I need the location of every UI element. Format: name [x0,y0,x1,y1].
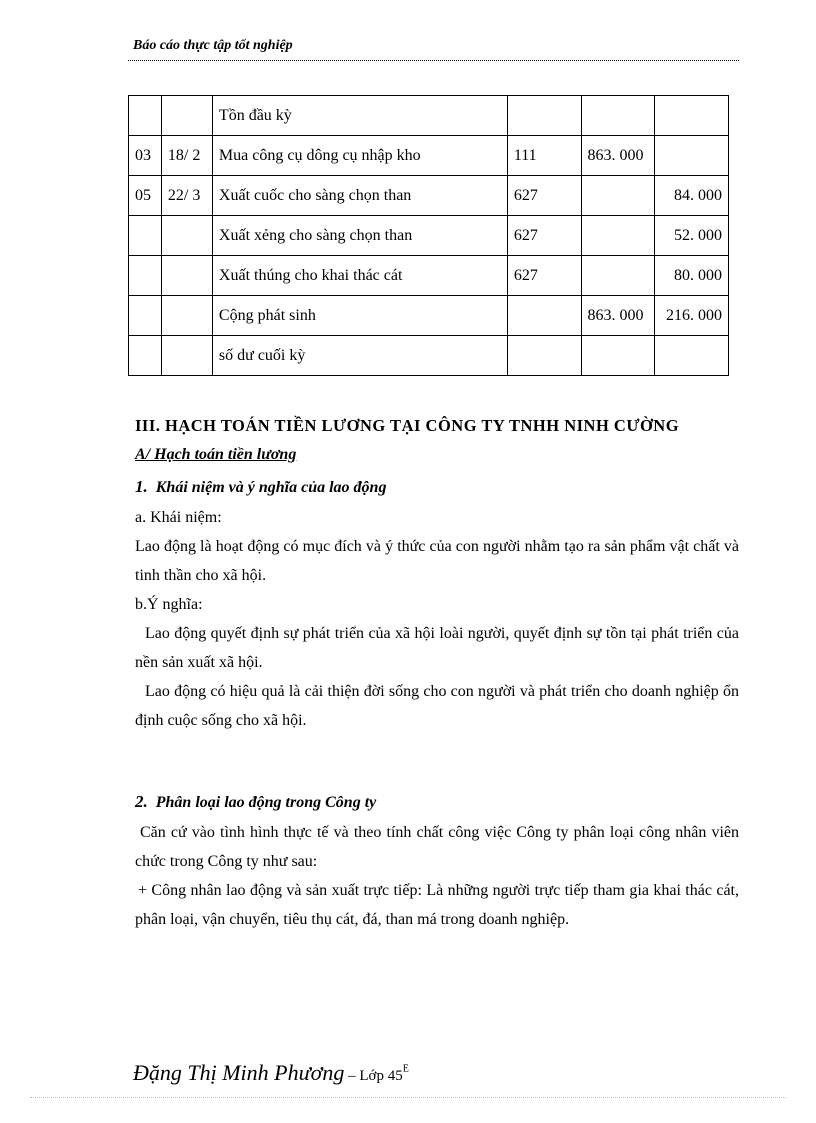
cell-description: Xuất cuốc cho sàng chọn than [212,176,507,216]
cell-issued [655,96,729,136]
paragraph-meaning-1: Lao động quyết định sự phát triển của xã hội loài người, quyết định sự tồn tại phát triển của nền sản xuất xã hội. [135,625,739,671]
footer-divider [30,1097,786,1098]
cell-voucher-no: 03 [129,136,162,176]
heading-1-text: Khái niệm và ý nghĩa của lao động [155,479,387,496]
cell-received [581,256,655,296]
cell-voucher-no [129,96,162,136]
cell-received [581,96,655,136]
table-row [129,216,729,256]
cell-account [507,336,581,376]
cell-date [161,256,212,296]
subsection-heading: A/ Hạch toán tiền lương [135,446,297,463]
class-label: Lớp 45 [359,1068,403,1084]
heading-1 [135,472,739,503]
cell-voucher-no [129,256,162,296]
heading-2-text: Phân loại lao động trong Công ty [155,794,377,811]
cell-date [161,296,212,336]
cell-description: Xuất xẻng cho sàng chọn than [212,216,507,256]
ledger-table [128,95,729,376]
report-content [135,412,739,934]
table-row [129,336,729,376]
cell-received [581,336,655,376]
cell-date [161,96,212,136]
cell-issued: 84. 000 [655,176,729,216]
cell-issued [655,336,729,376]
cell-description: Mua công cụ dông cụ nhập kho [212,136,507,176]
cell-date [161,336,212,376]
cell-received: 863. 000 [581,296,655,336]
table-row [129,296,729,336]
cell-issued: 52. 000 [655,216,729,256]
footer-dash: – [344,1068,360,1084]
cell-voucher-no [129,336,162,376]
heading-2 [135,787,739,818]
class-superscript: E [402,1063,409,1075]
cell-received [581,216,655,256]
cell-account: 627 [507,176,581,216]
page-footer [133,1060,409,1086]
table-row [129,96,729,136]
spacer [135,735,739,783]
header-divider [128,60,739,61]
page-header: Báo cáo thực tập tốt nghiệp [133,38,293,53]
paragraph-direct-workers: + Công nhân lao động và sản xuất trực tiếp: Là những người trực tiếp tham gia khai thác cát, phân loại, vận chuyển, tiêu thụ cát, đá, than má trong doanh nghiệp. [135,882,739,928]
heading-1-number: 1. [135,477,148,496]
author-name: Đặng Thị Minh Phương [133,1060,345,1085]
cell-description: Cộng phát sinh [212,296,507,336]
cell-received: 863. 000 [581,136,655,176]
cell-description: Tồn đầu kỳ [212,96,507,136]
cell-description: Xuất thúng cho khai thác cát [212,256,507,296]
cell-account [507,96,581,136]
cell-voucher-no [129,296,162,336]
cell-issued [655,136,729,176]
section-title: III. HẠCH TOÁN TIỀN LƯƠNG TẠI CÔNG TY TNHH NINH CƯỜNG [135,416,680,435]
cell-date: 18/ 2 [161,136,212,176]
cell-voucher-no [129,216,162,256]
table-row [129,136,729,176]
label-b: b.Ý nghĩa: [135,596,203,613]
paragraph-meaning-2: Lao động có hiệu quả là cải thiện đời sống cho con người và phát triển cho doanh nghiệp ổn định cuộc sống cho xã hội. [135,683,739,729]
cell-voucher-no: 05 [129,176,162,216]
heading-2-number: 2. [135,792,148,811]
cell-description: số dư cuối kỳ [212,336,507,376]
cell-date: 22/ 3 [161,176,212,216]
cell-date [161,216,212,256]
cell-account [507,296,581,336]
cell-issued: 216. 000 [655,296,729,336]
table-row [129,256,729,296]
cell-issued: 80. 000 [655,256,729,296]
label-a: a. Khái niệm: [135,509,222,526]
cell-received [581,176,655,216]
paragraph-classification: Căn cứ vào tình hình thực tế và theo tính chất công việc Công ty phân loại công nhân viên chức trong Công ty như sau: [135,824,739,870]
cell-account: 627 [507,216,581,256]
cell-account: 111 [507,136,581,176]
cell-account: 627 [507,256,581,296]
table-row [129,176,729,216]
paragraph-definition: Lao động là hoạt động có mục đích và ý thức của con người nhằm tạo ra sản phẩm vật chất và tinh thần cho xã hội. [135,538,739,584]
